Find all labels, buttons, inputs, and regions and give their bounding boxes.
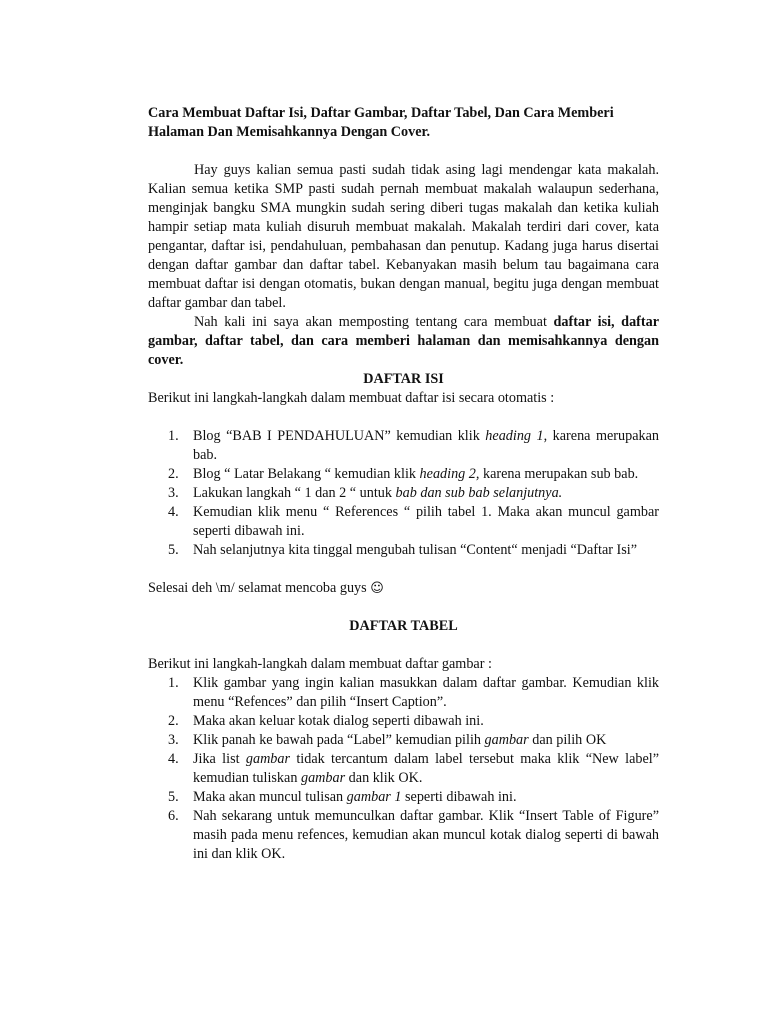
list-item: 4. Kemudian klik menu “ References “ pilih tabel 1. Maka akan muncul gambar seperti dibawah ini. (168, 504, 659, 539)
list-item: 2. Maka akan keluar kotak dialog seperti dibawah ini. (168, 713, 484, 729)
list-item: 1. Klik gambar yang ingin kalian masukkan dalam daftar gambar. Kemudian klik menu “Refences” dan pilih “Insert Caption”. (168, 675, 659, 710)
daftar-isi-steps (148, 427, 659, 560)
spacer (148, 408, 659, 427)
spacer (148, 560, 659, 579)
daftar-tabel-steps (148, 674, 659, 864)
spacer (148, 636, 659, 655)
daftar-tabel-heading: DAFTAR TABEL (349, 618, 458, 634)
list-item: 6. Nah sekarang untuk memunculkan daftar gambar. Klik “Insert Table of Figure” masih pada menu refences, kemudian akan muncul kotak dialog seperti di bawah ini dan klik OK. (168, 808, 659, 862)
smiley-icon: ☺ (370, 581, 384, 596)
daftar-isi-heading: DAFTAR ISI (363, 371, 444, 387)
intro-paragraph-1: Hay guys kalian semua pasti sudah tidak asing lagi mendengar kata makalah. Kalian semua ketika SMP pasti sudah pernah membuat makalah walaupun sederhana, menginjak bangku SMA mungkin sudah sering diberi tugas makalah dan ketika kuliah hampir setiap mata kuliah disuruh membuat makalah. Makalah terdiri dari cover, kata pengantar, daftar isi, pendahuluan, pembahasan dan penutup. Kadang juga harus disertai dengan daftar gambar dan daftar tabel. Kebanyakan masih belum tau bagaimana cara membuat daftar isi dengan otomatis, bukan dengan manual, begitu juga dengan membuat daftar gambar dan tabel. (148, 162, 659, 311)
document-body (148, 104, 659, 864)
list-item: 5. Maka akan muncul tulisan gambar 1 seperti dibawah ini. (168, 789, 517, 805)
list-item: 1. Blog “BAB I PENDAHULUAN” kemudian klik heading 1, karena merupakan bab. (168, 428, 659, 463)
intro-paragraph-2 (148, 313, 659, 370)
list-item: 4. Jika list gambar tidak tercantum dalam label tersebut maka klik “New label” kemudian tuliskan gambar dan klik OK. (168, 751, 659, 786)
spacer (148, 598, 659, 617)
spacer (148, 142, 659, 161)
list-item: 5. Nah selanjutnya kita tinggal mengubah tulisan “Content“ menjadi “Daftar Isi” (168, 542, 638, 558)
list-item: 3. Lakukan langkah “ 1 dan 2 “ untuk bab dan sub bab selanjutnya. (168, 485, 563, 501)
daftar-tabel-lead: Berikut ini langkah-langkah dalam membuat daftar gambar : (148, 656, 492, 672)
list-item: 3. Klik panah ke bawah pada “Label” kemudian pilih gambar dan pilih OK (168, 732, 607, 748)
document-title: Cara Membuat Daftar Isi, Daftar Gambar, Daftar Tabel, Dan Cara Memberi Halaman Dan Memisahkannya Dengan Cover. (148, 105, 614, 140)
closing-line: Selesai deh \m/ selamat mencoba guys ☺ (148, 580, 384, 596)
intro-paragraph-2-text: Nah kali ini saya akan memposting tentang cara membuat (194, 314, 554, 330)
daftar-isi-lead: Berikut ini langkah-langkah dalam membuat daftar isi secara otomatis : (148, 390, 555, 406)
list-item: 2. Blog “ Latar Belakang “ kemudian klik heading 2, karena merupakan sub bab. (168, 466, 639, 482)
intro-paragraph-2-bold: daftar isi, daftar gambar, daftar tabel, dan cara memberi halaman dan memisahkannya dengan cover. (148, 314, 660, 368)
